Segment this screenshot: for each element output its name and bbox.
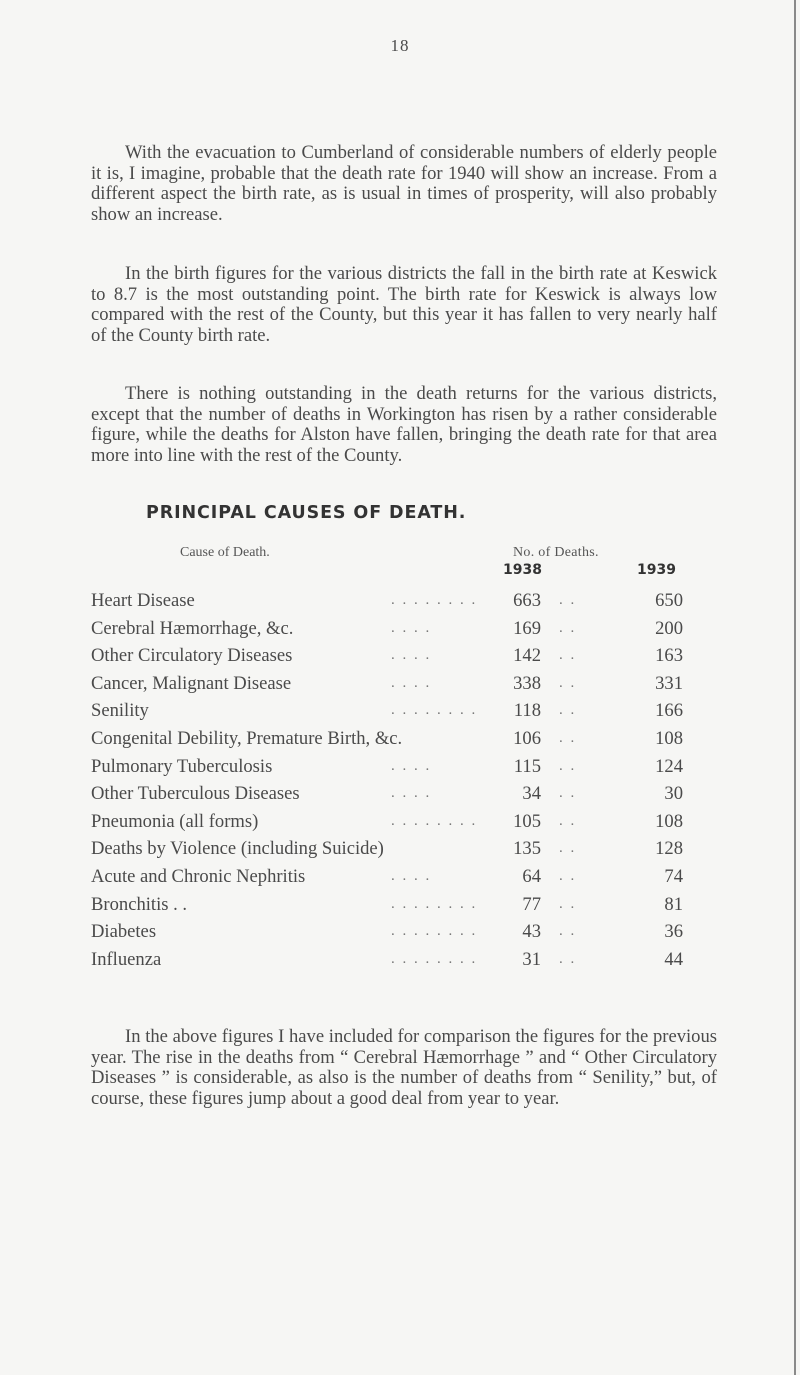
table-row [91,918,711,946]
leader-dots: . . [559,812,577,829]
value-1939: 166 [655,700,683,722]
value-1939: 108 [655,727,683,749]
value-1939: 30 [664,783,683,805]
table-row [91,587,711,615]
value-1939: 128 [655,838,683,860]
leader-dots: . . . . . . . . [391,592,478,608]
paragraph-death-returns: There is nothing outstanding in the death returns for the various districts, except that the number of deaths in Workington has risen by a rather considerable figure, while the deaths for Alston have fallen, bringing the death rate for that area more into line with the rest of the County. [91,383,717,466]
cause-label: Pneumonia (all forms) [91,808,260,836]
value-1939: 124 [655,755,683,777]
leader-dots: . . [559,895,577,912]
leader-dots: . . . . [391,867,432,884]
leader-dots: . . [559,647,577,664]
cause-label: Influenza [91,946,163,974]
table-row [91,725,711,753]
page-edge-line [794,0,796,1375]
value-1938: 34 [522,783,541,805]
leader-dots: . . [559,785,577,802]
cause-label: Acute and Chronic Nephritis [91,863,307,891]
value-1939: 81 [664,893,683,915]
paragraph-evacuation: With the evacuation to Cumberland of considerable numbers of elderly people it is, I imagine, probable that the death rate for 1940 will show an increase. From a different aspect the birth rate, as is usual in times of prosperity, will also probably show an increase. [91,142,717,225]
cause-label: Diabetes [91,918,158,946]
table-row [91,780,711,808]
leader-dots: . . [559,619,577,636]
cause-label: Heart Disease [91,587,197,615]
leader-dots: . . [559,757,577,774]
cause-label: Congenital Debility, Premature Birth, &c. [91,725,404,753]
leader-dots: . . [559,840,577,857]
value-1938: 106 [513,727,541,749]
leader-dots: . . . . . . . . [391,702,478,719]
value-1938: 135 [513,838,541,860]
table-row [91,946,711,974]
value-1938: 31 [522,948,541,970]
cause-label: Cancer, Malignant Disease [91,670,293,698]
cause-column-header: Cause of Death. [180,545,270,560]
cause-label: Senility [91,697,151,725]
leader-dots: . . [559,592,577,608]
year-1938-header: 1938 [503,562,542,578]
table-row [91,808,711,836]
table-row [91,891,711,919]
value-1938: 115 [513,755,541,777]
leader-dots: . . . . [391,757,432,774]
table-row [91,753,711,781]
value-1939: 74 [664,865,683,887]
value-1938: 663 [513,590,541,611]
year-1939-header: 1939 [637,562,676,578]
table-row [91,835,711,863]
leader-dots: . . . . [391,647,432,664]
paragraph-comparison: In the above figures I have included for comparison the figures for the previous year. The rise in the deaths from “ Cerebral Hæmorrhage ” and “ Other Circulatory Diseases ” is considerable, as also is the number of deaths from “ Senility,” but, of course, these figures jump about a good deal from year to year. [91,1026,717,1109]
leader-dots: . . . . . . . . [391,923,478,940]
value-1939: 650 [655,590,683,611]
leader-dots: . . [559,867,577,884]
paragraph-birth-figures: In the birth figures for the various districts the fall in the birth rate at Keswick to 8.7 is the most outstanding point. The birth rate for Keswick is always low compared with the rest of the County, but this year it has fallen to very nearly half of the County birth rate. [91,263,717,346]
leader-dots: . . [559,729,577,746]
value-1938: 64 [522,865,541,887]
value-1939: 200 [655,617,683,639]
causes-table [91,587,711,973]
value-1938: 105 [513,810,541,832]
table-title: PRINCIPAL CAUSES OF DEATH. [146,503,467,523]
table-row [91,642,711,670]
page-number: 18 [390,36,410,55]
leader-dots: . . [559,674,577,691]
cause-label: Other Circulatory Diseases [91,642,294,670]
value-1938: 43 [522,921,541,943]
cause-label: Other Tuberculous Diseases [91,780,302,808]
value-1938: 338 [513,672,541,694]
leader-dots: . . [559,702,577,719]
leader-dots: . . [559,923,577,940]
cause-label: Bronchitis . . [91,891,189,919]
cause-label: Deaths by Violence (including Suicide) [91,835,386,863]
leader-dots: . . . . [391,619,432,636]
value-1938: 142 [513,645,541,667]
value-1939: 36 [664,921,683,943]
table-row [91,697,711,725]
table-row [91,670,711,698]
value-1938: 169 [513,617,541,639]
deaths-column-header: No. of Deaths. [513,545,599,560]
table-row [91,615,711,643]
leader-dots: . . . . . . . . [391,950,478,967]
value-1939: 331 [655,672,683,694]
value-1939: 108 [655,810,683,832]
value-1938: 77 [522,893,541,915]
value-1938: 118 [513,700,541,722]
value-1939: 163 [655,645,683,667]
value-1939: 44 [664,948,683,970]
leader-dots: . . . . . . . . [391,895,478,912]
leader-dots: . . . . [391,674,432,691]
cause-label: Pulmonary Tuberculosis [91,753,274,781]
cause-label: Cerebral Hæmorrhage, &c. [91,615,295,643]
table-row [91,863,711,891]
leader-dots: . . [559,950,577,967]
leader-dots: . . . . . . . . [391,812,478,829]
leader-dots: . . . . [391,785,432,802]
